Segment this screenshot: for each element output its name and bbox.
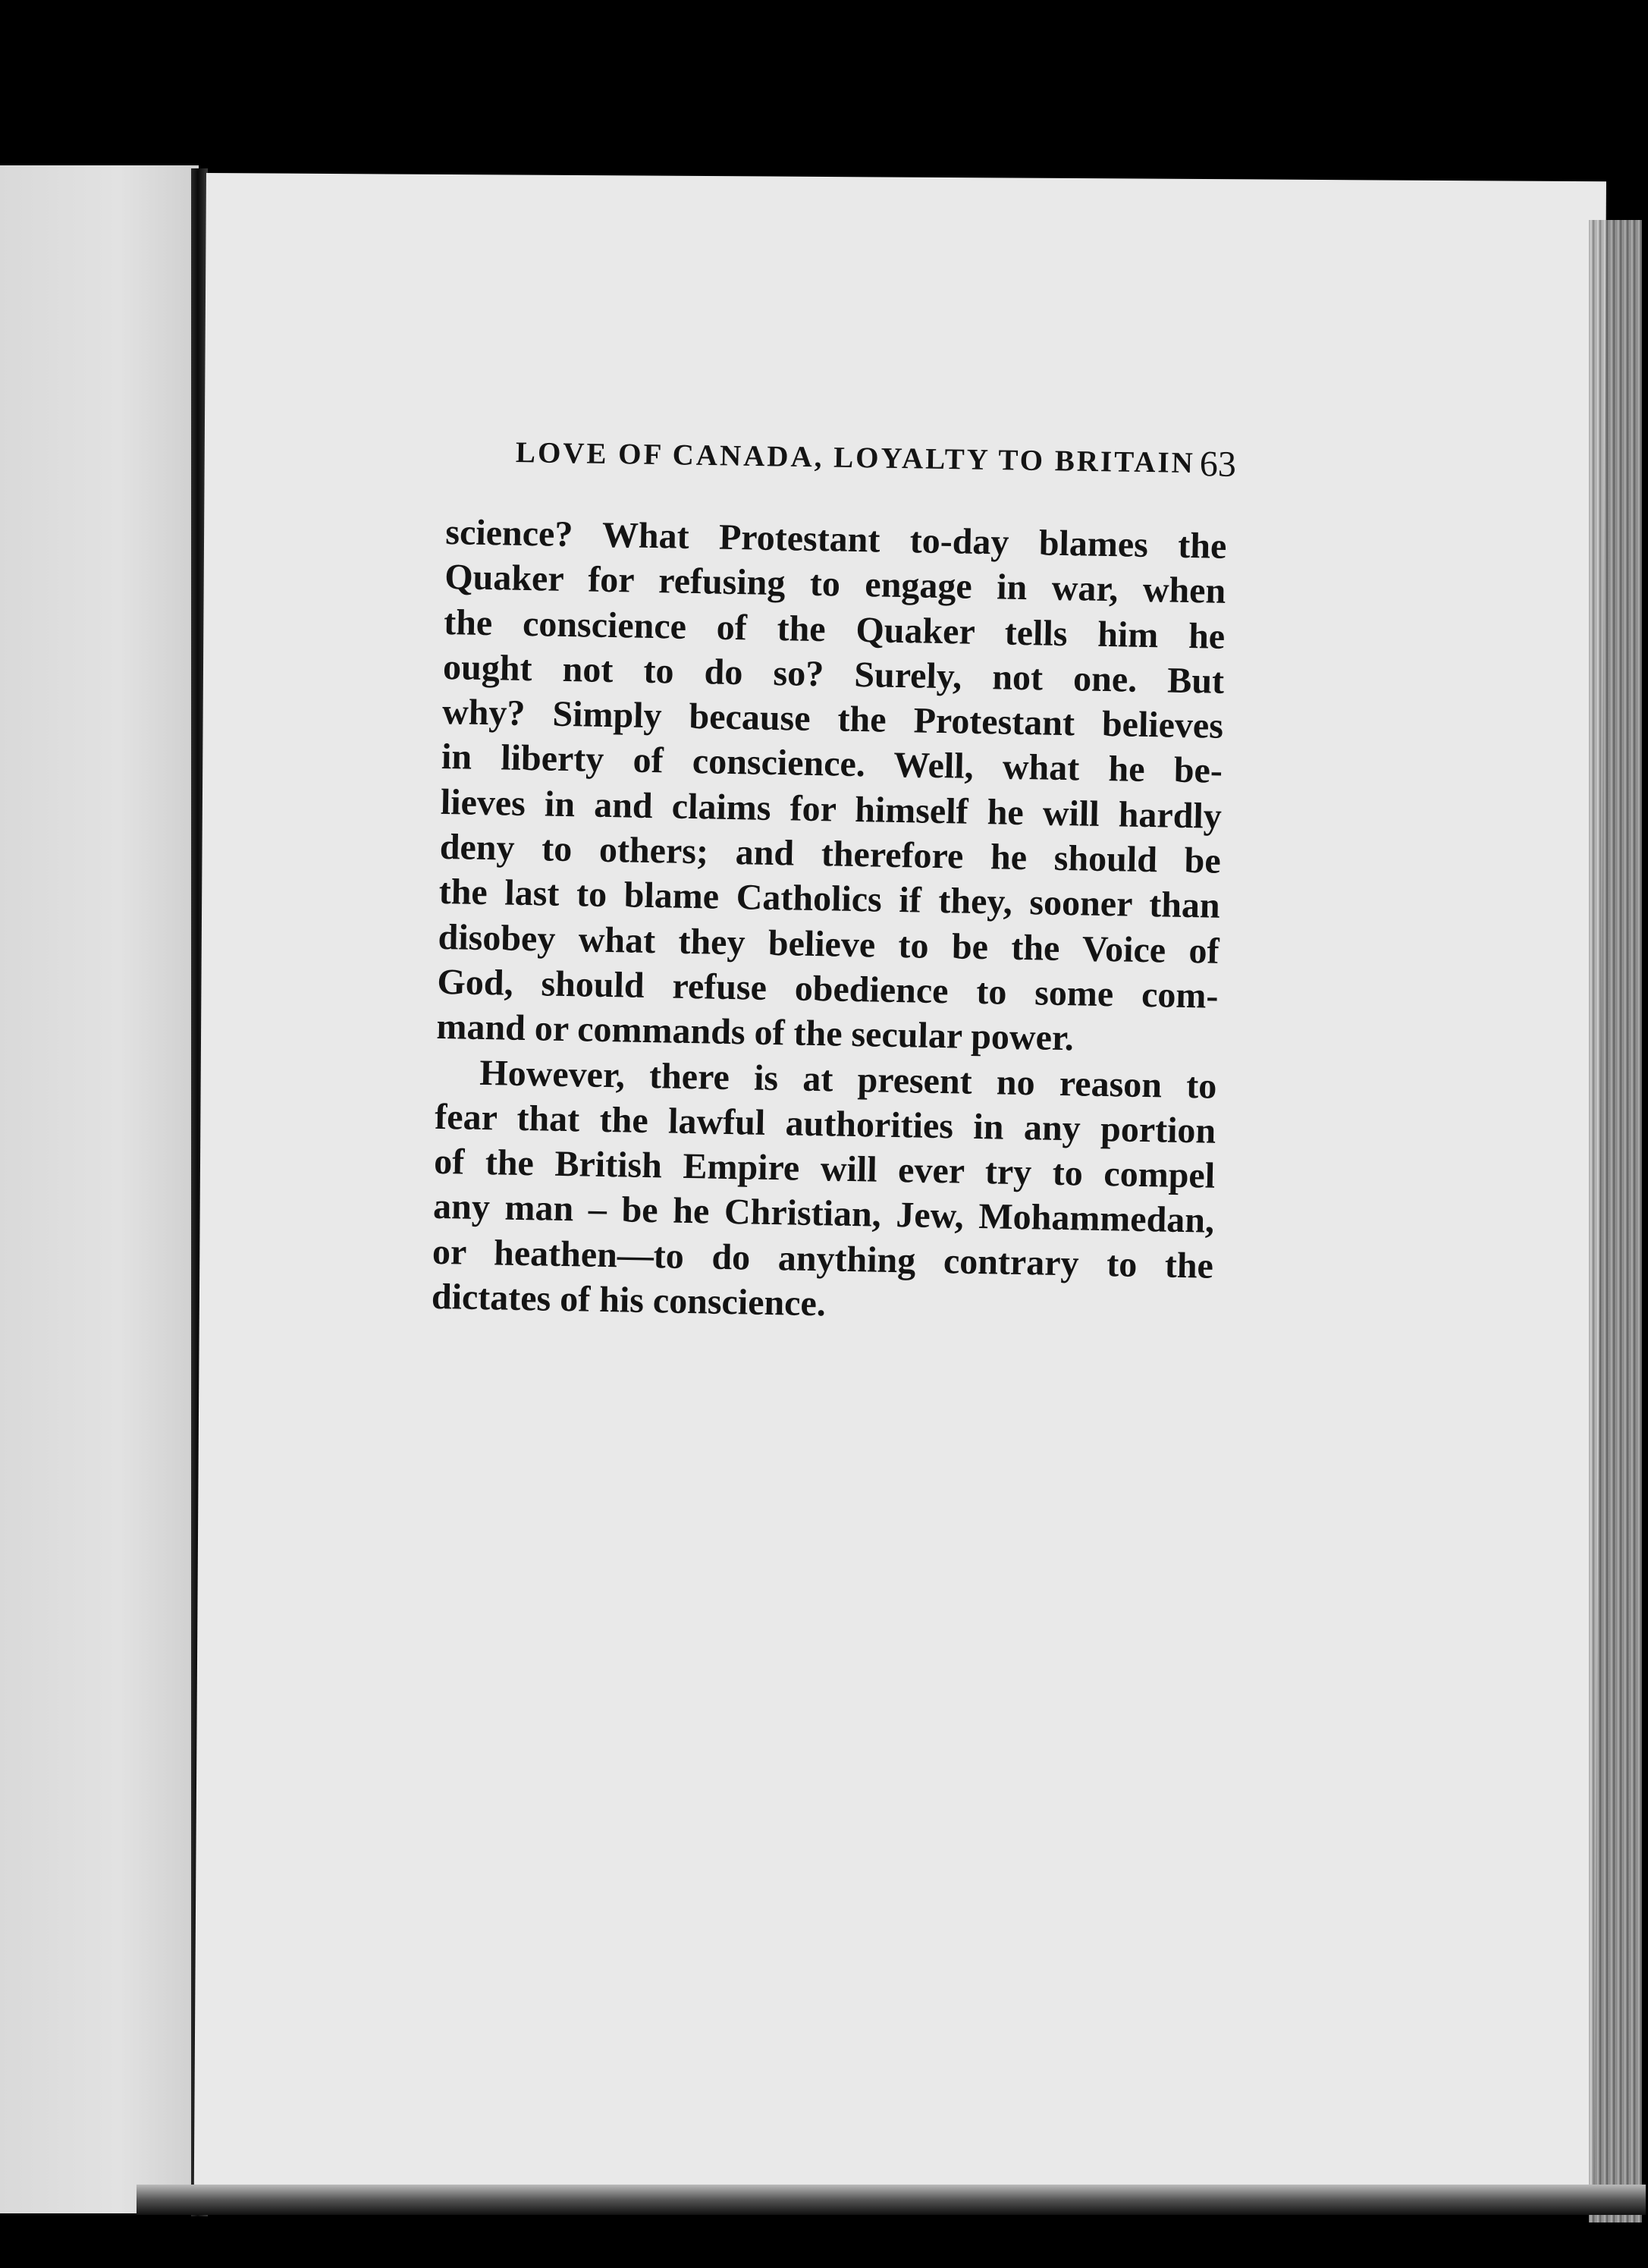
text-line: science? What Protestant to-day blames the: [444, 511, 1227, 567]
paragraph-2: [431, 1049, 1216, 1333]
text-line: God, should refuse obedience to some com-: [437, 961, 1219, 1016]
running-head-title: LOVE OF CANADA, LOYALTY TO BRITAIN: [515, 436, 1196, 480]
text-line: mand or commands of the secular power.: [436, 1007, 1075, 1059]
page-bottom-edge: [137, 2185, 1646, 2215]
text-line: lieves in and claims for himself he will hardly: [440, 781, 1223, 837]
text-line: the last to blame Catholics if they, sooner than: [438, 872, 1221, 927]
facing-page-edge: [0, 165, 199, 2213]
text-line: fear that the lawful authorities in any portion: [434, 1096, 1216, 1151]
page-number: 63: [1199, 444, 1237, 485]
text-line: Quaker for refusing to engage in war, when: [444, 557, 1226, 612]
text-line: in liberty of conscience. Well, what he be-: [441, 737, 1223, 792]
text-line: any man – be he Christian, Jew, Mohammedan,: [432, 1186, 1215, 1242]
paragraph-1: [436, 510, 1227, 1063]
text-line: of the British Empire will ever try to compel: [433, 1142, 1216, 1196]
text-line: ought not to do so? Surely, not one. But: [442, 646, 1225, 702]
text-line: deny to others; and therefore he should be: [439, 827, 1222, 881]
text-line: disobey what they believe to be the Voice of: [438, 916, 1220, 972]
text-line: dictates of his conscience.: [431, 1276, 827, 1324]
text-line: or heathen—to do anything contrary to the: [432, 1231, 1214, 1286]
text-line: why? Simply because the Protestant believes: [441, 692, 1224, 747]
page-fore-edge: [1589, 220, 1642, 2222]
text-line: However, there is at present no reason to: [479, 1052, 1217, 1107]
body-text: [431, 510, 1226, 1333]
text-line: the conscience of the Quaker tells him he: [443, 602, 1226, 657]
